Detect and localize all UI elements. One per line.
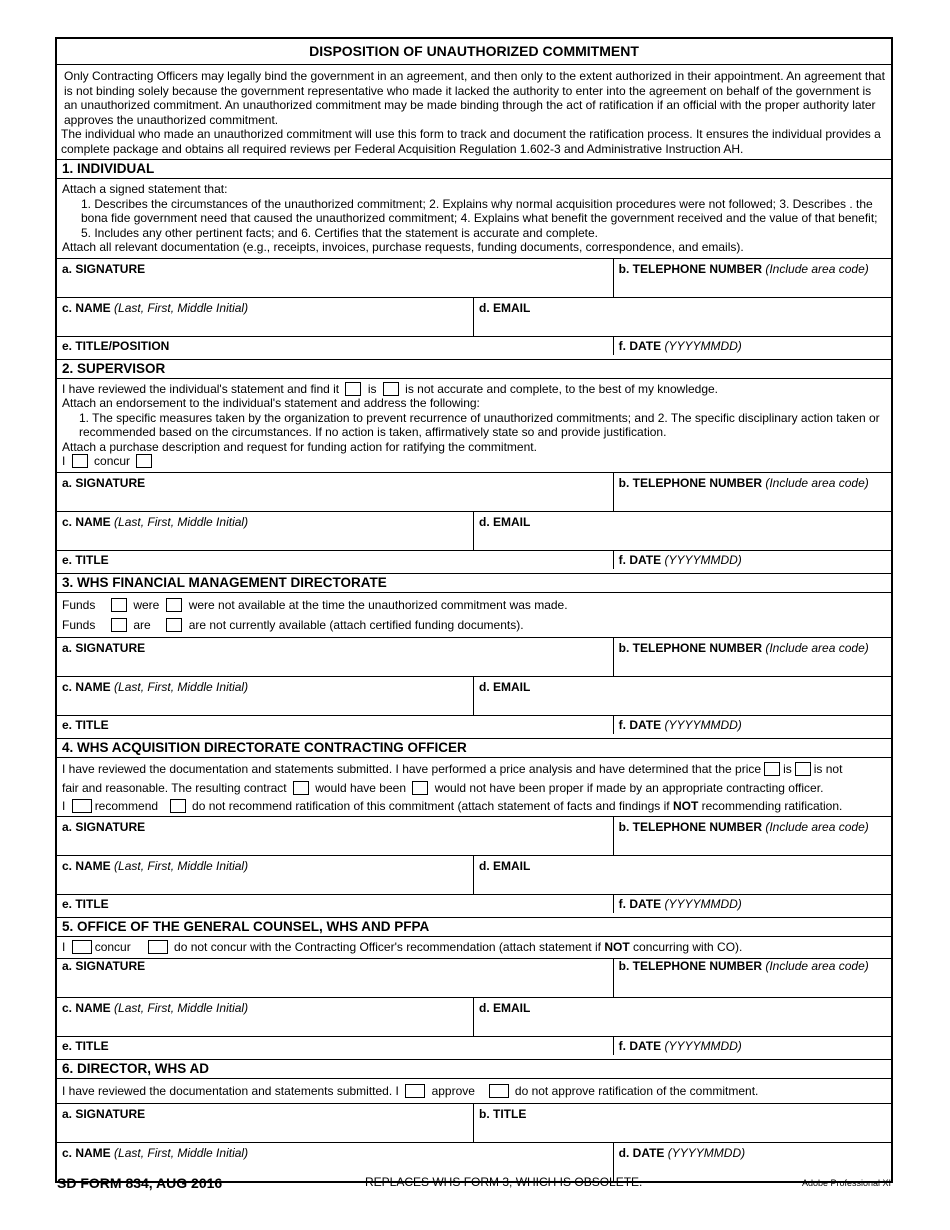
s4-title-field[interactable]: e. TITLE — [57, 895, 614, 913]
form-body — [55, 37, 893, 1183]
s6-approve-checkbox[interactable] — [405, 1084, 425, 1098]
s2-concur-checkbox[interactable] — [72, 454, 88, 468]
s6-signature-field[interactable]: a. SIGNATURE — [57, 1104, 474, 1142]
s4-is-not-checkbox[interactable] — [795, 762, 811, 776]
s1-row-cd — [57, 298, 891, 337]
s5-row-ab — [57, 959, 891, 998]
s5-concur-line: I concur do not concur with the Contracting Officer's recommendation (attach statement if NOT concurring with CO). — [62, 939, 743, 954]
s5-concur-checkbox[interactable] — [72, 940, 92, 954]
intro-paragraph-2: The individual who made an unauthorized commitment will use this form to track and document the ratification process. It ensures the individual provides a complete package and obtains all required reviews per Federal Acquisition Regulation 1.602-3 and Administrative Instruction AH. — [61, 127, 881, 156]
s4-recommend-line: I recommend do not recommend ratification of this commitment (attach statement of facts and findings if NOT recommending ratification. — [62, 798, 843, 813]
s2-concur-line: I concur — [62, 454, 886, 469]
s1-title-position-field[interactable]: e. TITLE/POSITION — [57, 337, 614, 355]
s2-purchase-line: Attach a purchase description and request for funding action for ratifying the commitment. — [62, 439, 537, 454]
s1-row-ef — [57, 337, 891, 360]
s2-signature-field[interactable]: a. SIGNATURE — [57, 473, 614, 511]
section-6-text — [57, 1079, 891, 1104]
s5-telephone-field[interactable]: b. TELEPHONE NUMBER (Include area code) — [618, 958, 869, 973]
s4-is-checkbox[interactable] — [764, 762, 780, 776]
s4-recommend-checkbox[interactable] — [72, 799, 92, 813]
section-1-heading: 1. INDIVIDUAL — [57, 160, 891, 179]
s4-name-field[interactable]: c. NAME (Last, First, Middle Initial) — [57, 856, 474, 894]
s1-signature-field[interactable]: a. SIGNATURE — [57, 259, 614, 297]
s1-row-ab — [57, 259, 891, 298]
s4-date-field[interactable]: f. DATE (YYYYMMDD) — [618, 896, 742, 911]
s2-is-checkbox[interactable] — [345, 382, 361, 396]
s5-email-field[interactable]: d. EMAIL — [479, 1000, 531, 1015]
s1-line1: Attach a signed statement that: — [62, 182, 228, 196]
s1-email-field[interactable]: d. EMAIL — [479, 300, 531, 315]
form-number: SD FORM 834, AUG 2016 — [57, 1175, 223, 1191]
s5-signature-field[interactable]: a. SIGNATURE — [57, 959, 614, 997]
s5-not-concur-checkbox[interactable] — [148, 940, 168, 954]
s2-row-ef — [57, 551, 891, 574]
s2-date-field[interactable]: f. DATE (YYYYMMDD) — [618, 552, 742, 567]
s3-date-field[interactable]: f. DATE (YYYYMMDD) — [618, 717, 742, 732]
section-5-text — [57, 937, 891, 959]
s5-date-field[interactable]: f. DATE (YYYYMMDD) — [618, 1038, 742, 1053]
section-4-text — [57, 758, 891, 817]
s1-telephone-field[interactable]: b. TELEPHONE NUMBER (Include area code) — [618, 261, 869, 276]
s2-measures-line: 1. The specific measures taken by the organization to prevent recurrence of unauthorized commitments; and 2. The specific disciplinary action taken or recommended based on the circumstances. If no action is taken, affirmatively state so and provide justification. — [79, 410, 880, 439]
s5-row-ef — [57, 1037, 891, 1060]
s3-row-cd — [57, 677, 891, 716]
section-3-heading: 3. WHS FINANCIAL MANAGEMENT DIRECTORATE — [57, 574, 891, 593]
s3-were-not-checkbox[interactable] — [166, 598, 182, 612]
s3-row-ef — [57, 716, 891, 739]
s3-were-checkbox[interactable] — [111, 598, 127, 612]
s6-title-field[interactable]: b. TITLE — [479, 1106, 527, 1121]
s3-signature-field[interactable]: a. SIGNATURE — [57, 638, 614, 676]
s1-line3: Attach all relevant documentation (e.g., receipts, invoices, purchase requests, funding documents, correspondence, and emails). — [62, 240, 744, 254]
s3-are-checkbox[interactable] — [111, 618, 127, 632]
s3-name-field[interactable]: c. NAME (Last, First, Middle Initial) — [57, 677, 474, 715]
s3-are-line: Funds are are not currently available (attach certified funding documents). — [62, 617, 524, 632]
s4-signature-field[interactable]: a. SIGNATURE — [57, 817, 614, 855]
s2-is-not-checkbox[interactable] — [383, 382, 399, 396]
s5-title-field[interactable]: e. TITLE — [57, 1037, 614, 1055]
s4-would-not-checkbox[interactable] — [412, 781, 428, 795]
s4-row-ab — [57, 817, 891, 856]
s1-line2: 1. Describes the circumstances of the unauthorized commitment; 2. Explains why normal acquisition procedures were not followed; 3. Describes . the bona fide government need that caused the unauthorized commitment; 4. Explains what benefit the government received and the value of that benefit; 5. Includes any other pertinent facts; and 6. Certifies that the statement is accurate and complete. — [81, 196, 878, 240]
section-4-heading: 4. WHS ACQUISITION DIRECTORATE CONTRACTING OFFICER — [57, 739, 891, 758]
section-5-heading: 5. OFFICE OF THE GENERAL COUNSEL, WHS AND PFPA — [57, 918, 891, 937]
s4-price-line: I have reviewed the documentation and statements submitted. I have performed a price analysis and have determined that the price is is not — [62, 761, 843, 776]
s1-name-field[interactable]: c. NAME (Last, First, Middle Initial) — [57, 298, 474, 336]
replaces-note: REPLACES WHS FORM 3, WHICH IS OBSOLETE. — [365, 1175, 643, 1189]
s2-telephone-field[interactable]: b. TELEPHONE NUMBER (Include area code) — [618, 475, 869, 490]
s2-reviewed-line: I have reviewed the individual's statement and find it is is not accurate and complete, to the best of my knowledge. — [62, 381, 719, 396]
s2-row-ab — [57, 473, 891, 512]
s2-row-cd — [57, 512, 891, 551]
intro-paragraph-1: Only Contracting Officers may legally bind the government in an agreement, and then only to the extent authorized in their appointment. An agreement that is not binding solely because the government representative who made it lacked the authority to enter into the agreement on behalf of the government is an unauthorized commitment. An unauthorized commitment may be made binding through the act of ratification if an official with the proper authority later approves the unauthorized commitment. — [64, 69, 885, 127]
section-3-funds — [57, 593, 891, 638]
s6-row-ab — [57, 1104, 891, 1143]
s2-endorse-line: Attach an endorsement to the individual's statement and address the following: — [62, 396, 480, 410]
s4-telephone-field[interactable]: b. TELEPHONE NUMBER (Include area code) — [618, 819, 869, 834]
s2-email-field[interactable]: d. EMAIL — [479, 514, 531, 529]
s3-telephone-field[interactable]: b. TELEPHONE NUMBER (Include area code) — [618, 640, 869, 655]
s2-title-field[interactable]: e. TITLE — [57, 551, 614, 569]
section-6-heading: 6. DIRECTOR, WHS AD — [57, 1060, 891, 1079]
s6-approve-line: I have reviewed the documentation and statements submitted. I approve do not approve ratification of the commitment. — [62, 1083, 759, 1098]
s1-date-field[interactable]: f. DATE (YYYYMMDD) — [618, 338, 742, 353]
s6-name-field[interactable]: c. NAME (Last, First, Middle Initial) — [57, 1143, 614, 1181]
s4-not-recommend-checkbox[interactable] — [170, 799, 186, 813]
form-footer — [57, 1175, 891, 1195]
s2-not-concur-checkbox[interactable] — [136, 454, 152, 468]
s2-name-field[interactable]: c. NAME (Last, First, Middle Initial) — [57, 512, 474, 550]
s6-date-field[interactable]: d. DATE (YYYYMMDD) — [618, 1145, 746, 1160]
software-note: Adobe Professional XI — [801, 1178, 891, 1188]
s5-name-field[interactable]: c. NAME (Last, First, Middle Initial) — [57, 998, 474, 1036]
section-2-heading: 2. SUPERVISOR — [57, 360, 891, 379]
s3-are-not-checkbox[interactable] — [166, 618, 182, 632]
s6-not-approve-checkbox[interactable] — [489, 1084, 509, 1098]
section-1-instructions — [57, 179, 891, 259]
section-2-instructions — [57, 379, 891, 473]
s4-would-have-been-checkbox[interactable] — [293, 781, 309, 795]
s5-row-cd — [57, 998, 891, 1037]
s4-row-cd — [57, 856, 891, 895]
s3-email-field[interactable]: d. EMAIL — [479, 679, 531, 694]
form-title: DISPOSITION OF UNAUTHORIZED COMMITMENT — [57, 39, 891, 65]
s4-contract-line: fair and reasonable. The resulting contract would have been would not have been proper if made by an appropriate contracting officer. — [62, 780, 824, 795]
s3-title-field[interactable]: e. TITLE — [57, 716, 614, 734]
s4-email-field[interactable]: d. EMAIL — [479, 858, 531, 873]
s3-row-ab — [57, 638, 891, 677]
s3-were-line: Funds were were not available at the time the unauthorized commitment was made. — [62, 597, 568, 612]
intro-text — [57, 65, 891, 160]
s4-row-ef — [57, 895, 891, 918]
